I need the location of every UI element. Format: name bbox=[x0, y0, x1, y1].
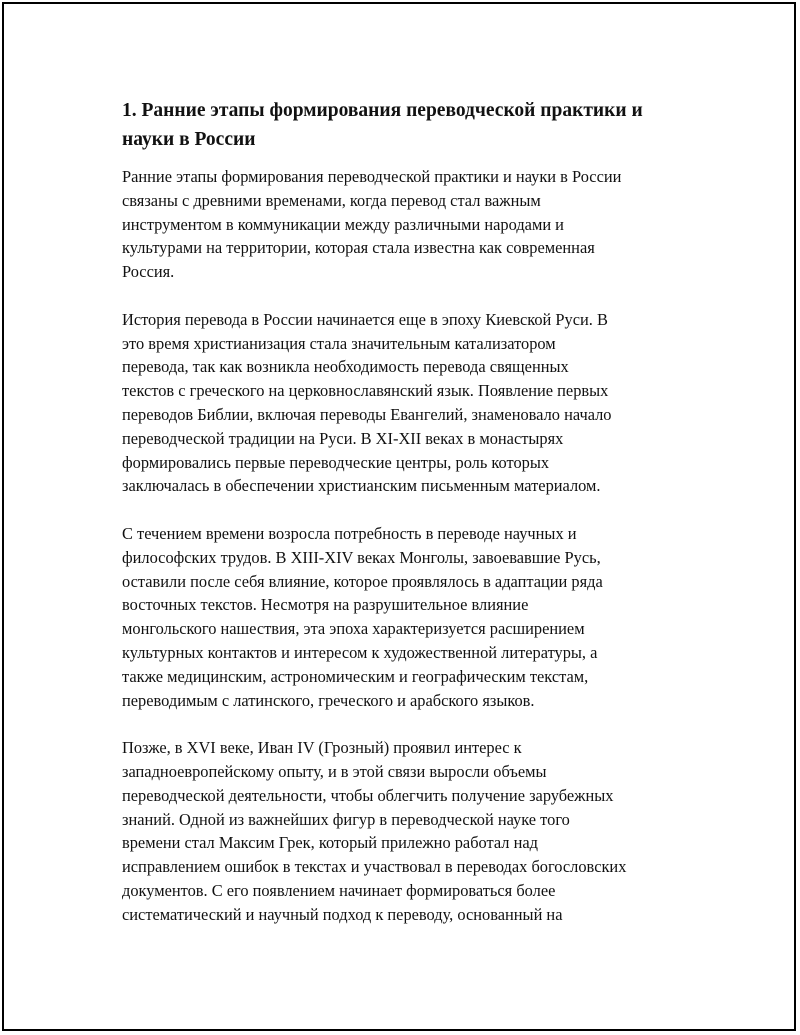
text-line: инструментом в коммуникации между различными народами и bbox=[122, 214, 564, 234]
text-line: философских трудов. В XIII-XIV веках Монголы, завоевавшие Русь, bbox=[122, 547, 601, 567]
text-line: переводческой традиции на Руси. В XI-XII веках в монастырях bbox=[122, 428, 564, 448]
text-line: систематический и научный подход к переводу, основанный на bbox=[122, 904, 563, 924]
text-line: Ранние этапы формирования переводческой практики и науки в России bbox=[122, 167, 622, 186]
page-frame bbox=[2, 2, 796, 1031]
heading-line: науки в России bbox=[122, 129, 256, 150]
text-line: это время христианизация стала значительным катализатором bbox=[122, 333, 556, 353]
paragraph-2 bbox=[122, 308, 694, 498]
text-line: переводческой деятельности, чтобы облегчить получение зарубежных bbox=[122, 785, 614, 805]
text-line: С течением времени возросла потребность в переводе научных и bbox=[122, 523, 577, 543]
text-line: формировались первые переводческие центры, роль которых bbox=[122, 452, 550, 472]
text-line: также медицинским, астрономическим и географическим текстам, bbox=[122, 666, 589, 686]
section-heading bbox=[122, 96, 694, 154]
text-line: Позже, в XVI веке, Иван IV (Грозный) проявил интерес к bbox=[122, 738, 522, 758]
text-line: оставили после себя влияние, которое проявлялось в адаптации ряда bbox=[122, 571, 603, 591]
text-line: монгольского нашествия, эта эпоха характеризуется расширением bbox=[122, 619, 585, 639]
text-line: культурных контактов и интересом к художественной литературы, а bbox=[122, 642, 598, 662]
text-line: Россия. bbox=[122, 262, 175, 282]
text-line: времени стал Максим Грек, который прилежно работал над bbox=[122, 833, 538, 853]
paragraph-4 bbox=[122, 736, 694, 926]
text-line: исправлением ошибок в текстах и участвовал в переводах богословских bbox=[122, 857, 627, 877]
text-line: культурами на территории, которая стала известна как современная bbox=[122, 238, 595, 258]
heading-line: 1. Ранние этапы формирования переводческой практики и bbox=[122, 100, 643, 121]
text-line: восточных текстов. Несмотря на разрушительное влияние bbox=[122, 595, 529, 615]
text-line: переводов Библии, включая переводы Евангелий, знаменовало начало bbox=[122, 404, 612, 424]
paragraph-3 bbox=[122, 522, 694, 712]
text-line: знаний. Одной из важнейших фигур в переводческой науке того bbox=[122, 809, 570, 829]
text-line: западноевропейскому опыту, и в этой связи выросли объемы bbox=[122, 761, 547, 781]
text-line: История перевода в России начинается еще в эпоху Киевской Руси. В bbox=[122, 309, 608, 329]
document-body bbox=[122, 96, 694, 950]
text-line: текстов с греческого на церковнославянский язык. Появление первых bbox=[122, 381, 609, 401]
text-line: переводимым с латинского, греческого и арабского языков. bbox=[122, 690, 535, 710]
paragraph-1 bbox=[122, 165, 694, 284]
text-line: связаны с древними временами, когда перевод стал важным bbox=[122, 190, 541, 210]
text-line: документов. С его появлением начинает формироваться более bbox=[122, 880, 556, 900]
text-line: перевода, так как возникла необходимость перевода священных bbox=[122, 357, 569, 377]
text-line: заключалась в обеспечении христианским письменным материалом. bbox=[122, 476, 601, 496]
